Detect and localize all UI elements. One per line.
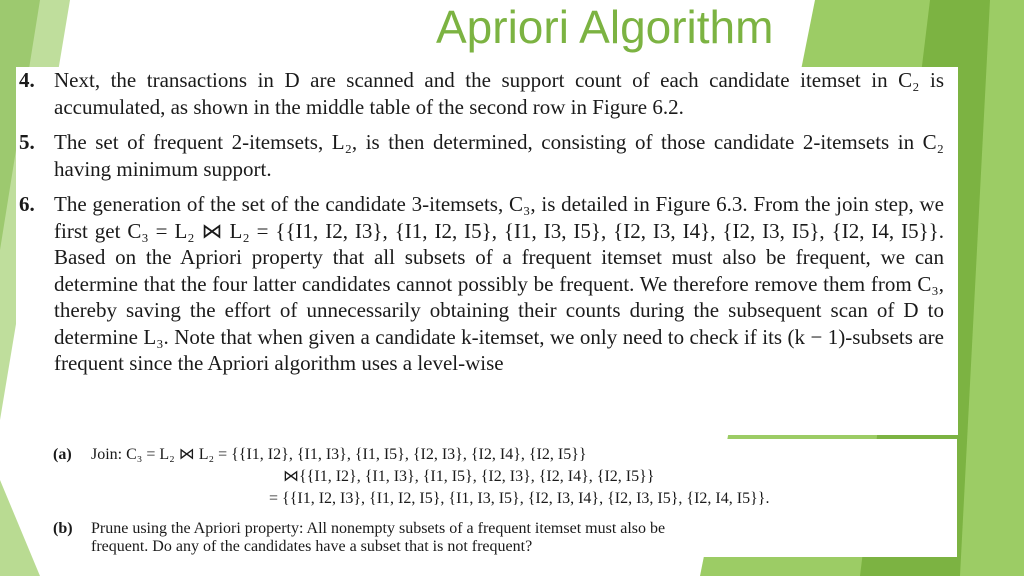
prune-line-2: frequent. Do any of the candidates have a subset that is not frequent? <box>91 538 533 555</box>
step-number: 6. <box>19 192 35 216</box>
figure-part-b-label: (b) <box>53 520 73 537</box>
join-line-2: ⋈{{I1, I2}, {I1, I3}, {I1, I5}, {I2, I3}, {I2, I4}, {I2, I5}} <box>283 468 655 485</box>
step-number: 4. <box>19 68 35 92</box>
bottom-left-accent <box>0 480 40 576</box>
step-text: The set of frequent 2-itemsets, L₂, is then determined, consisting of those candidate 2-itemsets in C₂ having minimum support. <box>54 130 944 181</box>
slide-title: Apriori Algorithm <box>436 1 774 53</box>
step-text: The generation of the set of the candidate 3-itemsets, C₃, is detailed in Figure 6.3. From the join step, we first get C₃ = L₂ ⋈ L₂ = {{I1, I2, I3}, {I1, I2, I5}, {I1, I3, I5}, {I2, I3, I4}, {I2, I3, I5}, {I2, I4, I5}}. Based on the Apriori property that all subsets of a frequent itemset must also be frequent, we can determine that the four latter candidates cannot possibly be frequent. We therefore remove them from C₃, thereby saving the effort of unnecessarily obtaining their counts during the subsequent scan of D to determine L₃. Note that when given a candidate k-itemset, we only need to check if its (k − 1)-subsets are frequent since the Apriori algorithm uses a level-wise <box>54 192 944 375</box>
join-line-1: Join: C₃ = L₂ ⋈ L₂ = {{I1, I2}, {I1, I3}, {I1, I5}, {I2, I3}, {I2, I4}, {I2, I5}} <box>91 446 587 463</box>
step-number: 5. <box>19 130 35 154</box>
step-4 <box>16 67 958 120</box>
prune-line-1: Prune using the Apriori property: All nonempty subsets of a frequent itemset must also be <box>91 520 666 537</box>
textbook-excerpt <box>16 67 958 435</box>
step-text: Next, the transactions in D are scanned and the support count of each candidate itemset in C₂ is accumulated, as shown in the middle table of the second row in Figure 6.2. <box>54 68 944 119</box>
figure-6-3-excerpt <box>45 439 957 557</box>
step-5 <box>16 129 958 182</box>
join-line-3: = {{I1, I2, I3}, {I1, I2, I5}, {I1, I3, I5}, {I2, I3, I4}, {I2, I3, I5}, {I2, I4, I5}}. <box>269 490 770 507</box>
figure-part-a-label: (a) <box>53 446 72 463</box>
step-6 <box>16 191 958 377</box>
